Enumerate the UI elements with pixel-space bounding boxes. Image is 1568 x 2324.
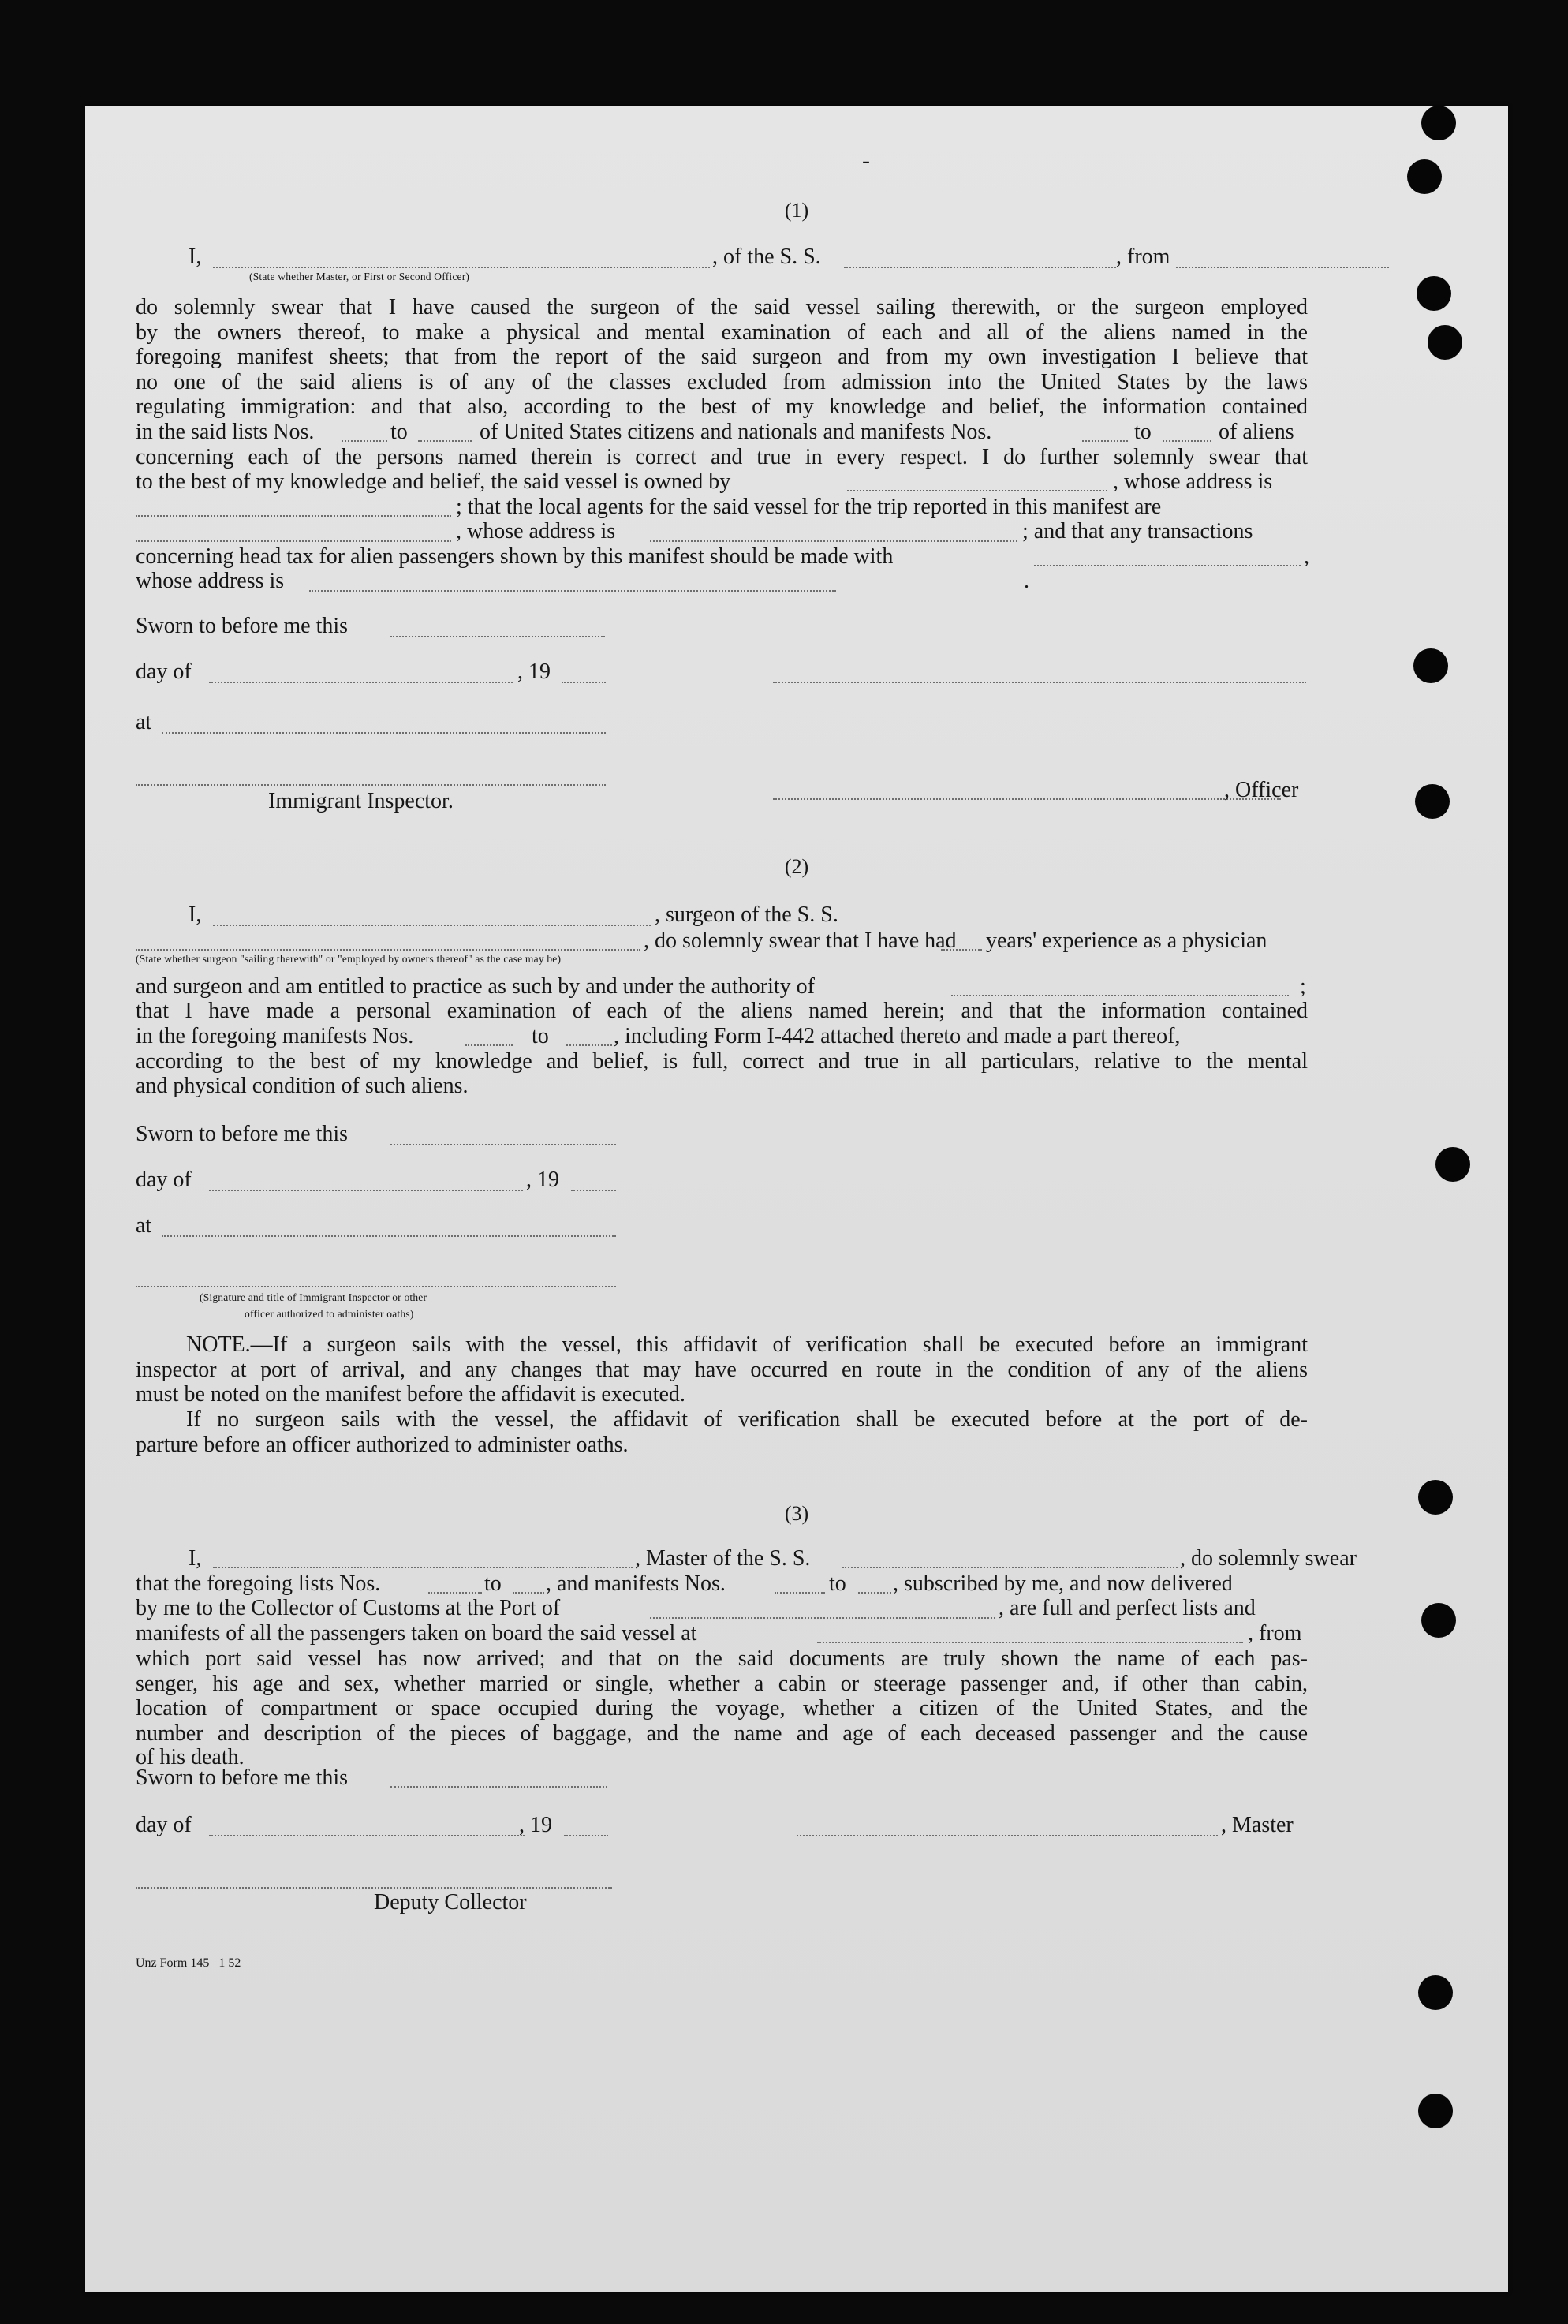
s2-i: I, <box>189 902 202 927</box>
s1-manifest-from-field[interactable] <box>1082 440 1128 442</box>
s1-owner-address-label: , whose address is <box>1113 469 1273 494</box>
s1-para-line5: regulating immigration: and that also, according to the best of my knowledge and belief, the information contained <box>136 394 1308 420</box>
s3-sworn-label: Sworn to before me this <box>136 1765 349 1790</box>
s3-delivered-label: , subscribed by me, and now delivered <box>893 1571 1233 1596</box>
form-number: Unz Form 145 1 52 <box>136 1956 241 1970</box>
s1-manifest-to-field[interactable] <box>1163 440 1211 442</box>
s1-aliens-label: of aliens <box>1219 420 1294 444</box>
binder-hole <box>1435 1147 1470 1182</box>
s1-officer-hint: (State whether Master, or First or Second Officer) <box>249 271 470 282</box>
s2-manifests-to: to <box>532 1024 549 1048</box>
s1-transactions-label: ; and that any transactions <box>1022 519 1253 544</box>
s3-manifests-to-field[interactable] <box>858 1592 891 1594</box>
s1-period: . <box>1024 569 1029 593</box>
s3-collector-label: by me to the Collector of Customs at the Port of <box>136 1596 561 1620</box>
s1-agents-address-field[interactable] <box>650 540 1017 542</box>
s2-day-field[interactable] <box>209 1190 523 1191</box>
note-line2: inspector at port of arrival, and any changes that may have occurred en route in the condition of any of the aliens <box>136 1358 1308 1382</box>
binder-hole <box>1413 648 1448 683</box>
s3-from-label: , from <box>1248 1621 1302 1646</box>
s1-sworn-field[interactable] <box>390 636 605 637</box>
top-mark: - <box>862 148 870 174</box>
s1-officer-name-field[interactable] <box>773 798 1281 800</box>
s3-para-line9: of his death. <box>136 1745 245 1769</box>
s1-para-line1: do solemnly swear that I have caused the surgeon of the said vessel sailing therewith, or the surgeon employed <box>136 295 1308 319</box>
s1-lists-to-field[interactable] <box>418 440 472 442</box>
s1-sworn-label: Sworn to before me this <box>136 614 349 638</box>
s2-year-label: , 19 <box>526 1168 559 1192</box>
s3-sworn-field[interactable] <box>390 1786 607 1788</box>
s2-authority-semicolon: ; <box>1300 974 1306 999</box>
s1-lists-label: in the said lists Nos. <box>136 420 315 444</box>
s2-manifests-from-field[interactable] <box>465 1044 513 1046</box>
s3-para-line6: senger, his age and sex, whether married or single, whether a cabin or steerage passenger and, if other than cabin, <box>136 1671 1308 1696</box>
binder-hole <box>1418 2094 1453 2128</box>
note-line5: parture before an officer authorized to administer oaths. <box>136 1433 629 1457</box>
s1-i: I, <box>189 245 202 269</box>
s3-day-field[interactable] <box>209 1835 525 1836</box>
s1-ss-label: , of the S. S. <box>712 245 821 269</box>
s1-headtax-comma: , <box>1304 544 1309 569</box>
s1-agents-label: ; that the local agents for the said vessel for the trip reported in this manifest are <box>456 495 1162 519</box>
s1-citizens-label: of United States citizens and nationals and manifests Nos. <box>480 420 992 444</box>
binder-hole <box>1421 1603 1456 1638</box>
s3-lists-from-field[interactable] <box>428 1592 482 1594</box>
s1-ss-field[interactable] <box>844 267 1116 268</box>
s1-para-line3: foregoing manifest sheets; that from the report of the said surgeon and from my own investigation I believe that <box>136 345 1308 370</box>
s1-officer-signature-field[interactable] <box>773 682 1306 683</box>
s1-at-field[interactable] <box>162 732 606 734</box>
s2-name-field[interactable] <box>213 925 651 926</box>
s3-swear-label: , do solemnly swear <box>1180 1546 1357 1571</box>
s1-whose-address-field[interactable] <box>309 590 836 592</box>
s3-lists-to: to <box>484 1571 502 1596</box>
s2-swear-label: , do solemnly swear that I have had <box>644 928 957 953</box>
s3-manifests-passengers-label: manifests of all the passengers taken on board the said vessel at <box>136 1621 697 1646</box>
binder-hole <box>1418 1480 1453 1515</box>
s3-ss-field[interactable] <box>842 1567 1178 1568</box>
s2-manifests-to-field[interactable] <box>566 1044 612 1046</box>
s3-deputy-label: Deputy Collector <box>374 1890 527 1915</box>
s3-para-line8: number and description of the pieces of baggage, and the name and age of each deceased passenger and the cause <box>136 1721 1308 1746</box>
s3-i: I, <box>189 1546 202 1571</box>
s1-para-line2: by the owners thereof, to make a physical and mental examination of each and all of the aliens named in the <box>136 319 1308 345</box>
s2-signature-hint-2: officer authorized to administer oaths) <box>245 1308 414 1320</box>
s2-years-field[interactable] <box>941 949 982 951</box>
s3-lists-label: that the foregoing lists Nos. <box>136 1571 381 1596</box>
s1-officer-field[interactable] <box>213 267 710 268</box>
s2-para-line2: that I have made a personal examination of each of the aliens named herein; and that the information contained <box>136 999 1308 1023</box>
s2-signature-hint-1: (Signature and title of Immigrant Inspector or other <box>200 1291 427 1303</box>
s2-authority-label: and surgeon and am entitled to practice as such by and under the authority of <box>136 974 815 999</box>
s2-surgeon-hint: (State whether surgeon "sailing therewith" or "employed by owners thereof" as the case may be) <box>136 953 562 965</box>
s3-perfect-lists-label: , are full and perfect lists and <box>999 1596 1256 1620</box>
s2-surgeon-type-field[interactable] <box>136 949 640 951</box>
s3-master-label: , Master of the S. S. <box>635 1546 811 1571</box>
s3-manifests-label: , and manifests Nos. <box>546 1571 726 1596</box>
s3-master-signature-label: , Master <box>1221 1813 1294 1837</box>
s3-lists-to-field[interactable] <box>513 1592 544 1594</box>
s3-para-line5: which port said vessel has now arrived; and that on the said documents are truly shown the name of each pas- <box>136 1646 1308 1671</box>
s2-para-line5: and physical condition of such aliens. <box>136 1074 469 1098</box>
s1-inspector-label: Immigrant Inspector. <box>268 789 454 813</box>
s3-para-line7: location of compartment or space occupied during the voyage, whether a citizen of the United States, and the <box>136 1696 1308 1721</box>
section-2-heading: (2) <box>784 855 809 878</box>
s1-owner-field[interactable] <box>847 490 1107 491</box>
binder-hole <box>1421 106 1456 140</box>
s2-signature-field[interactable] <box>136 1286 616 1287</box>
s2-surgeon-label: , surgeon of the S. S. <box>655 902 838 927</box>
binder-hole <box>1407 159 1442 194</box>
s1-lists-from-field[interactable] <box>342 440 387 442</box>
s1-from-label: , from <box>1116 245 1170 269</box>
s1-agents-address-label: , whose address is <box>456 519 616 544</box>
binder-hole <box>1415 784 1450 819</box>
s3-manifests-from-field[interactable] <box>775 1592 825 1594</box>
s1-year-label: , 19 <box>517 659 551 684</box>
s1-day-field[interactable] <box>209 682 513 683</box>
binder-hole <box>1428 325 1462 360</box>
note-line4: If no surgeon sails with the vessel, the affidavit of verification shall be executed before at the port of de- <box>186 1407 1308 1432</box>
section-3-heading: (3) <box>784 1502 809 1525</box>
s3-year-label: , 19 <box>519 1813 552 1837</box>
s2-authority-field[interactable] <box>951 995 1289 996</box>
s1-from-field[interactable] <box>1176 267 1389 268</box>
s1-owned-label: to the best of my knowledge and belief, the said vessel is owned by <box>136 469 731 494</box>
s3-port-field[interactable] <box>650 1617 995 1619</box>
s1-headtax-field[interactable] <box>1034 565 1301 566</box>
s2-para-line4: according to the best of my knowledge and belief, is full, correct and true in all particulars, relative to the mental <box>136 1048 1308 1074</box>
s2-at-field[interactable] <box>162 1235 616 1237</box>
s1-officer-label: , Officer <box>1224 778 1299 802</box>
section-1-heading: (1) <box>784 199 809 222</box>
s1-manifest-to: to <box>1134 420 1152 444</box>
note-line1: NOTE.—If a surgeon sails with the vessel, this affidavit of verification shall be executed before an immigrant <box>186 1332 1308 1357</box>
s2-sworn-field[interactable] <box>390 1144 616 1145</box>
s1-agents-field[interactable] <box>136 540 451 542</box>
s2-day-of-label: day of <box>136 1168 192 1192</box>
s1-owner-address-field[interactable] <box>136 515 451 517</box>
s1-whose-address-label: whose address is <box>136 569 285 593</box>
s1-para-line4: no one of the said aliens is of any of the classes excluded from admission into the United States by the laws <box>136 369 1308 394</box>
s2-manifests-label: in the foregoing manifests Nos. <box>136 1024 414 1048</box>
s1-at-label: at <box>136 710 152 734</box>
s3-deputy-signature-field[interactable] <box>136 1887 612 1889</box>
s2-at-label: at <box>136 1213 152 1238</box>
s3-master-signature-field[interactable] <box>797 1835 1218 1836</box>
note-line3: must be noted on the manifest before the affidavit is executed. <box>136 1382 685 1407</box>
s2-sworn-label: Sworn to before me this <box>136 1122 349 1146</box>
s1-lists-to: to <box>390 420 408 444</box>
s3-year-field[interactable] <box>564 1835 608 1836</box>
s1-headtax-label: concerning head tax for alien passengers shown by this manifest should be made with <box>136 544 894 569</box>
s1-day-of-label: day of <box>136 659 192 684</box>
binder-hole <box>1418 1975 1453 2010</box>
binder-hole <box>1417 276 1451 311</box>
s2-experience-label: years' experience as a physician <box>986 928 1267 953</box>
s1-inspector-signature-field[interactable] <box>136 784 606 786</box>
s1-para-line7: concerning each of the persons named therein is correct and true in every respect. I do further solemnly swear that <box>136 444 1308 469</box>
s3-vessel-port-field[interactable] <box>817 1642 1243 1643</box>
s2-form-label: , including Form I-442 attached thereto and made a part thereof, <box>614 1024 1181 1048</box>
s3-name-field[interactable] <box>213 1567 633 1568</box>
s3-day-of-label: day of <box>136 1813 192 1837</box>
s1-year-field[interactable] <box>562 682 606 683</box>
s3-manifests-to: to <box>829 1571 846 1596</box>
s2-year-field[interactable] <box>571 1190 616 1191</box>
document-page <box>85 106 1508 2292</box>
